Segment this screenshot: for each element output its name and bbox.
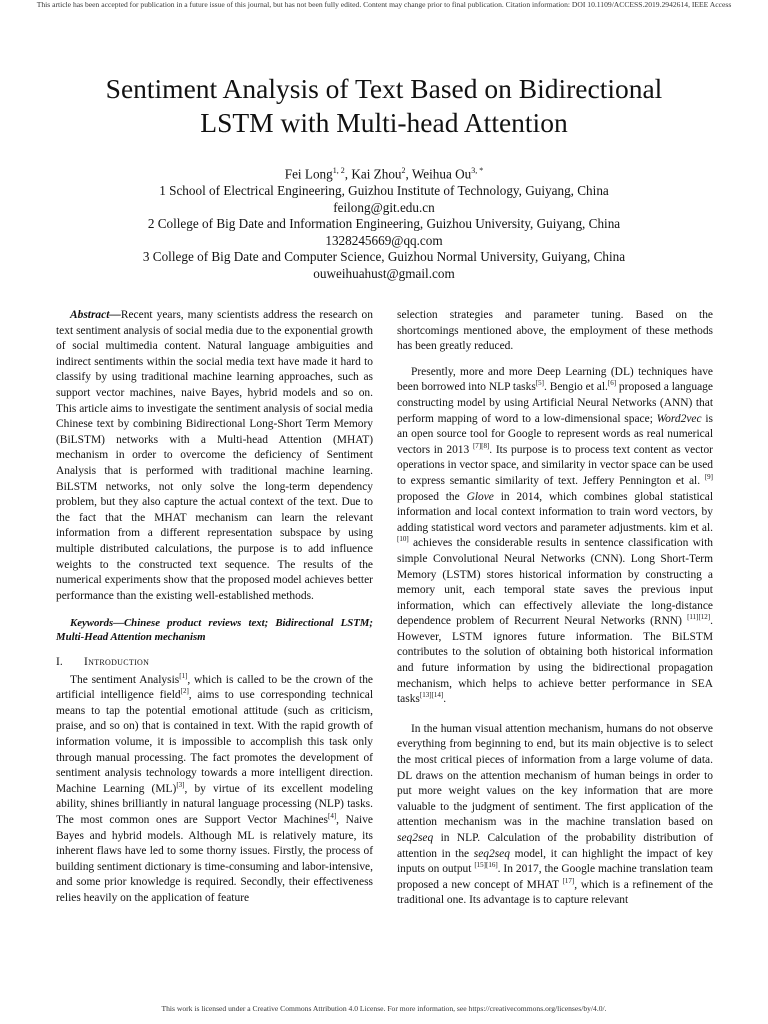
paragraph-attention [397, 722, 713, 909]
text-run: , which is a refinement of the traditional one. Its advantage is to capture relevant [397, 878, 713, 907]
citation: [1] [179, 671, 188, 680]
citation: [15][16] [474, 861, 498, 870]
author-separator: , [344, 166, 352, 182]
italic-term: Glove [466, 490, 494, 503]
paper-title [0, 72, 768, 140]
journal-header-notice: This article has been accepted for publication in a future issue of this journal, but has not been fully edited. Content may change prior to final publication. Citation information: DOI 10.1109/ACCESS.2019.2942614, IEEE Access [36, 0, 732, 9]
text-run: . In 2017, the Google machine translation team proposed a new concept of MHAT [397, 863, 713, 891]
italic-term: Word2vec [656, 412, 702, 425]
text-run: In the human visual attention mechanism, humans do not observe everything from beginning to end, but its main objective is to select the most critical pieces of information from a large volume of data. DL draws on the attention mechanism of human beings in order to put more weight values on the key information that are more valuable to the judgment of sentiment. The first application of the attention mechanism was in the machine translation based on [397, 722, 713, 829]
citation: [5] [535, 379, 544, 388]
right-column [397, 308, 713, 909]
author-2-affiliation: 2 [401, 166, 406, 175]
author-separator: , [405, 166, 412, 182]
email-3: ouweihuahust@gmail.com [313, 265, 455, 281]
citation: [6] [607, 379, 617, 388]
italic-term: seq2seq [397, 832, 434, 844]
author-block [0, 163, 768, 283]
title-line-1: Sentiment Analysis of Text Based on Bidirectional [105, 73, 663, 104]
text-run: in NLP. Calculation of the probability distribution of attention in the [397, 832, 713, 860]
text-run: model, it can highlight the impact of key inputs on output [397, 847, 714, 876]
author-2: Kai Zhou [351, 166, 402, 182]
abstract [56, 308, 373, 604]
text-run: , aims to use corresponding technical means to tap the potential emotional attitude (such as criticism, praise, and so on) that is contained in text. With the rapid growth of information volume, it is impossible to accomplish this task only through manual processing. The fact promotes the development of sentiment analysis technology towards a more intelligent direction. Machine Learning (ML) [56, 689, 373, 795]
text-run: . However, LSTM ignores future information. The BiLSTM contributes to the solution of obtaining both historical information and future information by using the bidirectional propagation mechanism, which helps to achieve better performance in SEA tasks [397, 615, 713, 706]
affiliation-1: 1 School of Electrical Engineering, Guizhou Institute of Technology, Guiyang, China [159, 182, 609, 198]
text-run: Presently, more and more Deep Learning (DL) techniques have been borrowed into NLP tasks [397, 365, 713, 394]
citation: [4] [327, 812, 337, 821]
text-run: achieves the considerable results in sentence classification with simple Convolutional Neural Networks (CNN). Long Short-Term Memory (LSTM) stores historical information by constructing a memory unit, each temporal state saves the previous input information, which can effectively alleviate the long-distance dependence problem of Recurrent Neural Networks (RNN) [397, 537, 713, 628]
abstract-text: Recent years, many scientists address the research on text sentiment analysis of social media due to the exponential growth of social multimedia content. Natural language ambiguities and indirect sentiments within the social media text have made it hard to classify by using traditional machine learning approaches, such as support vector machines, naive Bayes, hybrid models and so on. This article aims to investigate the sentiment analysis of social media Chinese text by combining Bidirectional Long-Short Term Memory (BiLSTM) networks with a Multi-head Attention (MHAT) mechanism in order to overcome the deficiency of Sentiment Analysis that is performed with traditional machine learning. BiLSTM networks, not only solve the long-term dependency problem, but they also capture the actual context of the text. Due to the fact that the MHAT mechanism can learn the relevant information from a different representation subspace by using multiple distributed calculations, the purpose is to add influence weights to the constructed text sequence. The results of the numerical experiments show that the proposed model achieves better performance than the existing well-established methods. [56, 309, 373, 602]
citation: [7][8] [472, 441, 490, 450]
citation: [9] [704, 473, 713, 482]
section-number: I. [56, 655, 63, 668]
text-run: proposed the [397, 490, 467, 503]
keywords: Keywords—Chinese product reviews text; Bidirectional LSTM; Multi-Head Attention mechanism [56, 617, 373, 644]
paragraph-continued: selection strategies and parameter tuning. Based on the shortcomings mentioned above, the employment of these methods has been greatly reduced. [397, 309, 713, 353]
citation: [10] [397, 535, 409, 544]
text-run: . Bengio et al. [543, 381, 608, 394]
text-run: proposed a language constructing model by using Artificial Neural Networks (ANN) that perform mapping of word to a low-dimensional space; [397, 381, 713, 425]
author-1-affiliation: 1, 2 [332, 166, 345, 175]
italic-term: seq2seq [473, 847, 510, 860]
author-3-affiliation: 3, * [471, 166, 484, 175]
author-names [0, 163, 768, 183]
citation: [11][12] [687, 613, 711, 622]
text-run: The sentiment Analysis [70, 673, 180, 686]
paragraph-deep-learning [397, 365, 713, 708]
citation: [17] [562, 876, 575, 885]
text-run: in 2014, which combines global statistical information and local context information to train word vectors, by adding statistical word vectors and parameter adjustments. kim et al. [397, 490, 714, 534]
text-run: , by virtue of its excellent modeling ability, shines brilliantly in natural language processing (NLP) tasks. The most common ones are Support Vector Machines [56, 782, 373, 827]
license-footer: This work is licensed under a Creative Commons Attribution 4.0 License. For more information, see https://creativecommons.org/licenses/by/4.0/. [161, 1004, 607, 1013]
section-title: Introduction [84, 655, 150, 668]
affiliation-3: 3 College of Big Date and Computer Science, Guizhou Normal University, Guiyang, China [142, 249, 626, 265]
intro-paragraph [56, 673, 373, 907]
affiliation-2: 2 College of Big Date and Information Engineering, Guizhou University, Guiyang, China [147, 216, 621, 232]
text-run: , which is called to be the crown of the artificial intelligence field [56, 673, 373, 702]
author-3: Weihua Ou [411, 166, 472, 182]
text-run: , Naive Bayes and hybrid models. Although ML is relatively mature, its inherent flaws have led to some thorny issues. Firstly, the process of building sentiment dictionary is time-consuming and labor-intensive, and some prior knowledge is required. Secondly, their effectiveness relies heavily on the application of feature [56, 814, 373, 904]
citation: [2] [180, 687, 189, 696]
citation: [13][14] [419, 691, 444, 700]
abstract-label: Abstract— [70, 309, 121, 321]
left-column [56, 308, 373, 907]
section-heading-introduction [56, 655, 373, 669]
citation: [3] [176, 781, 185, 790]
title-line-2: LSTM with Multi-head Attention [200, 107, 568, 138]
email-2: 1328245669@qq.com [325, 232, 443, 248]
text-run: is an open source tool for Google to represent words as real numerical vectors in 2013 [397, 412, 713, 456]
text-run: . [443, 693, 447, 706]
text-run: . Its purpose is to process text content as vector operations in vector space, and similarity in vector space can be used to express semantic similarity of text. Jeffery Pennington et al. [397, 443, 713, 487]
author-1: Fei Long [284, 166, 333, 182]
email-1: feilong@git.edu.cn [333, 199, 435, 215]
